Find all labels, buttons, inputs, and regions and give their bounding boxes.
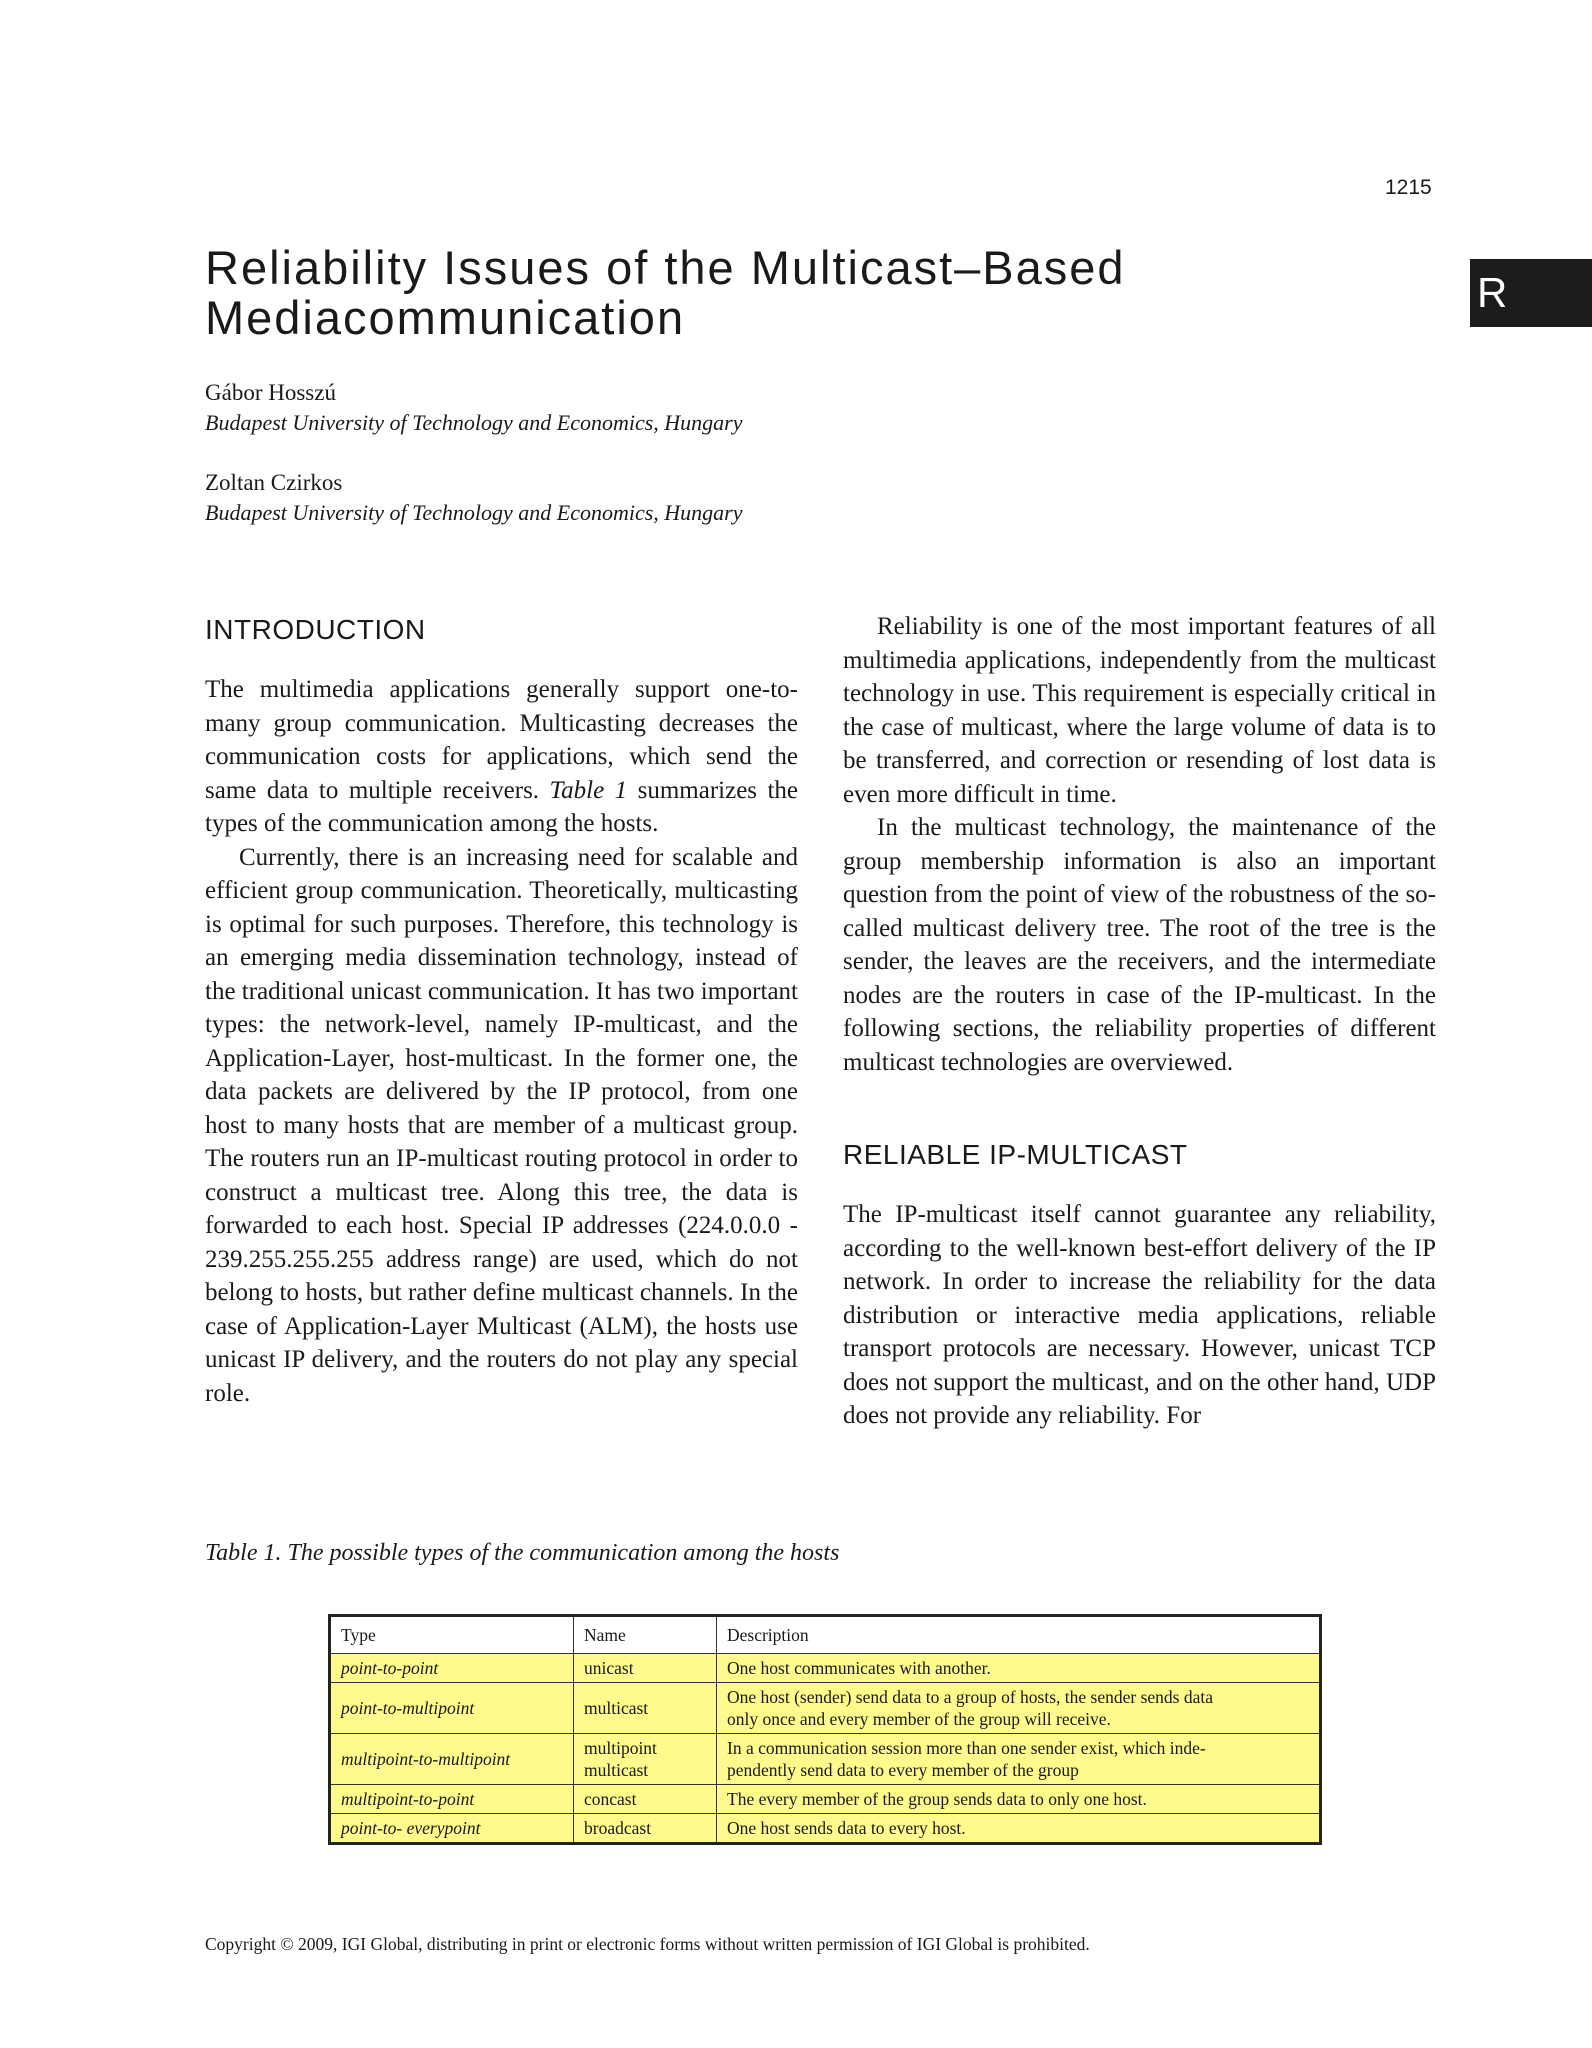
- author-name: Zoltan Czirkos: [205, 470, 343, 495]
- intro-paragraph-1: [205, 673, 798, 841]
- table-row: [330, 1683, 1321, 1734]
- table-row: [330, 1814, 1321, 1844]
- page-number: 1215: [1385, 176, 1432, 199]
- author-affiliation: Budapest University of Technology and Economics, Hungary: [205, 500, 743, 525]
- name-cell: [574, 1654, 717, 1683]
- description-text: One host sends data to every host.: [727, 1818, 966, 1838]
- table-header-row: [330, 1616, 1321, 1654]
- type-cell: multipoint-to-point: [330, 1785, 574, 1814]
- table-row: [330, 1734, 1321, 1785]
- description-text: pendently send data to every member of the group: [727, 1760, 1079, 1780]
- paper-title: [205, 243, 1355, 343]
- right-column: [843, 610, 1436, 1433]
- intro-paragraph-1-text: The multimedia applications generally support one-to-many group communication. Multicasting decreases the communication costs for applications, which send the same data to multiple receivers.: [205, 676, 798, 804]
- description-text: One host (sender) send data to a group of hosts, the sender sends data: [727, 1687, 1213, 1707]
- intro-paragraph-4: In the multicast technology, the maintenance of the group membership information is also an important question from the point of view of the robustness of the so-called multicast delivery tree. The root of the tree is the sender, the leaves are the receivers, and the intermediate nodes are the routers in case of the IP-multicast. In the following sections, the reliability properties of different multicast technologies are overviewed.: [843, 814, 1436, 1076]
- description-cell: [717, 1734, 1321, 1785]
- type-cell: multipoint-to-multipoint: [330, 1734, 574, 1785]
- name-text: broadcast: [584, 1818, 652, 1838]
- reliable-paragraph-1: The IP-multicast itself cannot guarantee any reliability, according to the well-known best-effort delivery of the IP network. In order to increase the reliability for the data distribution or interactive media applications, reliable transport protocols are necessary. However, unicast TCP does not support the multicast, and on the other hand, UDP does not provide any reliability. For: [843, 1201, 1436, 1429]
- column-header-description: Description: [717, 1616, 1321, 1654]
- type-cell: point-to-point: [330, 1654, 574, 1683]
- description-cell: [717, 1683, 1321, 1734]
- name-cell: [574, 1734, 717, 1785]
- description-text: One host communicates with another.: [727, 1658, 991, 1678]
- intro-paragraph-2: Currently, there is an increasing need for scalable and efficient group communication. Theoretically, multicasting is optimal for such purposes. Therefore, this technology is an emerging media dissemination technology, instead of the traditional unicast communication. It has two important types: the network-level, namely IP-multicast, and the Application-Layer, host-multicast. In the former one, the data packets are delivered by the IP protocol, from one host to many hosts that are member of a multicast group. The routers run an IP-multicast routing protocol in order to construct a multicast tree. Along this tree, the data is forwarded to each host. Special IP addresses (224.0.0.0 - 239.255.255.255 address range) are used, which do not belong to hosts, but rather define multicast channels. In the case of Application-Layer Multicast (ALM), the hosts use unicast IP delivery, and the routers do not play any special role.: [205, 843, 798, 1407]
- section-tab-marker: R: [1470, 259, 1592, 327]
- description-cell: [717, 1814, 1321, 1844]
- column-header-name: Name: [574, 1616, 717, 1654]
- table-row: [330, 1785, 1321, 1814]
- title-line-1: Reliability Issues of the Multicast–Based: [205, 241, 1126, 294]
- description-cell: [717, 1654, 1321, 1683]
- section-heading-reliable-ip-multicast: RELIABLE IP-MULTICAST: [843, 1139, 1188, 1170]
- name-cell: [574, 1814, 717, 1844]
- name-text: multipoint: [584, 1738, 657, 1758]
- intro-paragraph-1-text-end: summarizes the types of the communication among the hosts.: [205, 776, 799, 837]
- description-cell: [717, 1785, 1321, 1814]
- description-text: The every member of the group sends data to only one host.: [727, 1789, 1147, 1809]
- type-cell: point-to-multipoint: [330, 1683, 574, 1734]
- type-cell: point-to- everypoint: [330, 1814, 574, 1844]
- author-name: Gábor Hosszú: [205, 380, 336, 405]
- copyright-notice: Copyright © 2009, IGI Global, distributing in print or electronic forms without written permission of IGI Global is prohibited.: [205, 1934, 1090, 1954]
- name-text: multicast: [584, 1760, 649, 1780]
- table-row: [330, 1654, 1321, 1683]
- name-text: multicast: [584, 1698, 649, 1718]
- communication-types-table: [328, 1614, 1322, 1845]
- table-reference: Table 1: [549, 776, 628, 804]
- name-text: concast: [584, 1789, 637, 1809]
- intro-paragraph-3: Reliability is one of the most important features of all multimedia applications, independently from the multicast technology in use. This requirement is especially critical in the case of multicast, where the large volume of data is to be transferred, and correction or resending of lost data is even more difficult in time.: [843, 613, 1436, 808]
- title-line-2: Mediacommunication: [205, 291, 686, 344]
- name-cell: [574, 1785, 717, 1814]
- left-column: [205, 610, 798, 1410]
- name-text: unicast: [584, 1658, 634, 1678]
- description-text: only once and every member of the group will receive.: [727, 1709, 1111, 1729]
- name-cell: [574, 1683, 717, 1734]
- column-header-type: Type: [330, 1616, 574, 1654]
- table-caption: Table 1. The possible types of the communication among the hosts: [205, 1540, 840, 1566]
- section-heading-introduction: INTRODUCTION: [205, 614, 426, 645]
- description-text: In a communication session more than one sender exist, which inde-: [727, 1738, 1206, 1758]
- author-affiliation: Budapest University of Technology and Economics, Hungary: [205, 410, 743, 435]
